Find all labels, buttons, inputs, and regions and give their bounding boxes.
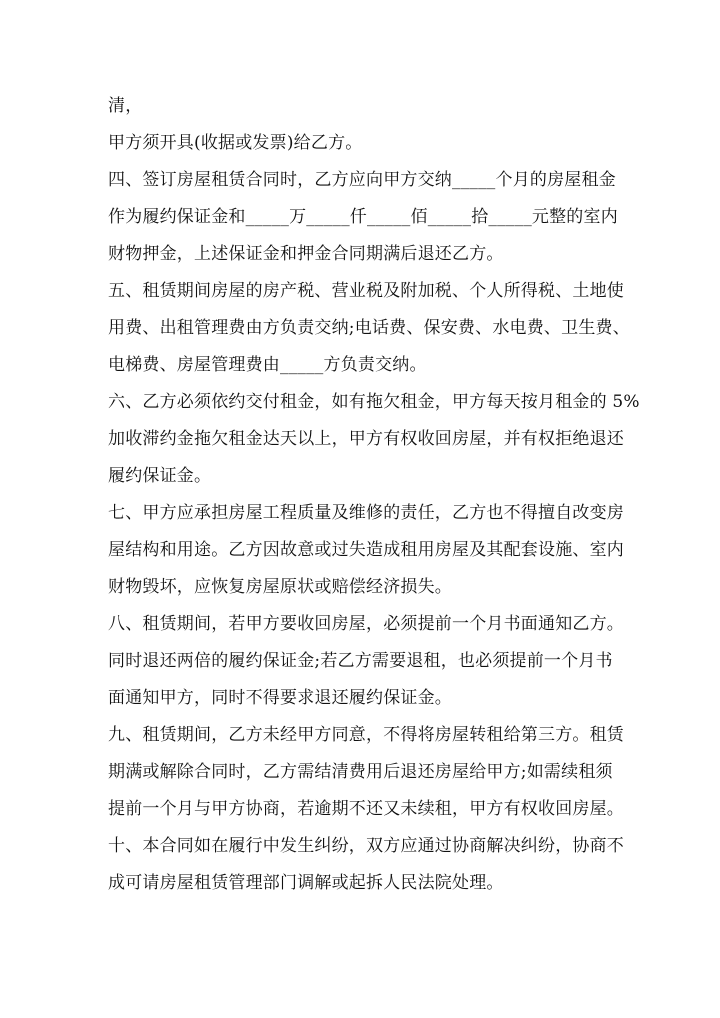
text-line: 电梯费、房屋管理费由_____方负责交纳。 [108, 355, 427, 375]
text-line: 加收滞约金拖欠租金达天以上，甲方有权收回房屋，并有权拒绝退还 [108, 429, 624, 449]
text-line: 七、甲方应承担房屋工程质量及维修的责任，乙方也不得擅自改变房 [108, 503, 624, 523]
text-line: 期满或解除合同时，乙方需结清费用后退还房屋给甲方;如需续租须 [108, 762, 613, 782]
text-line: 屋结构和用途。乙方因故意或过失造成租用房屋及其配套设施、室内 [108, 540, 624, 560]
text-line: 清， [108, 96, 143, 116]
text-line: 八、租赁期间，若甲方要收回房屋，必须提前一个月书面通知乙方。 [108, 614, 624, 634]
text-line: 同时退还两倍的履约保证金;若乙方需要退租，也必须提前一个月书 [108, 651, 613, 671]
text-line: 成可请房屋租赁管理部门调解或起拆人民法院处理。 [108, 873, 504, 893]
text-line: 作为履约保证金和_____万_____仟_____佰_____拾_____元整的室内 [108, 207, 618, 227]
text-line: 四、签订房屋租赁合同时，乙方应向甲方交纳_____个月的房屋租金 [108, 170, 616, 190]
text-line: 用费、出租管理费由方负责交纳;电话费、保安费、水电费、卫生费、 [108, 318, 630, 338]
text-line: 九、租赁期间，乙方未经甲方同意，不得将房屋转租给第三方。租赁 [108, 725, 624, 745]
text-line: 甲方须开具(收据或发票)给乙方。 [108, 133, 363, 153]
text-line: 五、租赁期间房屋的房产税、营业税及附加税、个人所得税、土地使 [108, 281, 624, 301]
text-line: 面通知甲方，同时不得要求退还履约保证金。 [108, 688, 452, 708]
text-line: 财物毁坏，应恢复房屋原状或赔偿经济损失。 [108, 577, 452, 597]
text-line: 提前一个月与甲方协商，若逾期不还又未续租，甲方有权收回房屋。 [108, 799, 624, 819]
text-line: 履约保证金。 [108, 466, 212, 486]
text-line: 六、乙方必须依约交付租金，如有拖欠租金，甲方每天按月租金的 5% [108, 392, 640, 412]
text-line: 十、本合同如在履行中发生纠纷，双方应通过协商解决纠纷，协商不 [108, 836, 624, 856]
text-line: 财物押金，上述保证金和押金合同期满后退还乙方。 [108, 244, 504, 264]
contract-text [108, 88, 640, 902]
